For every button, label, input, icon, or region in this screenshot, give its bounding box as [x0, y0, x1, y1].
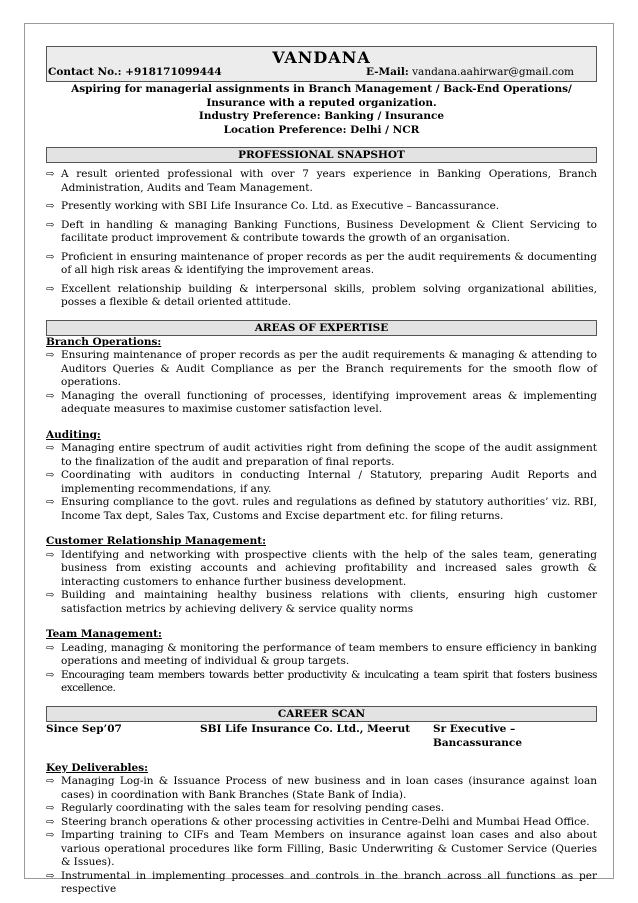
contact-number: +918171099444 [125, 66, 222, 78]
arrow-right-icon: ⇨ [46, 443, 55, 454]
list-item: ⇨ Managing Log-in & Issuance Process of new business and in loan cases (insurance against loan cases) in coordination with Bank Branches (State Bank of India). [46, 775, 597, 801]
arrow-right-icon: ⇨ [46, 283, 55, 295]
email-line [366, 66, 574, 78]
branch-operations-heading: Branch Operations: [46, 335, 162, 348]
auditing-list [46, 442, 597, 523]
arrow-right-icon: ⇨ [46, 219, 55, 231]
arrow-right-icon: ⇨ [46, 549, 55, 561]
header-box [46, 46, 597, 82]
list-item: ⇨ Ensuring compliance to the govt. rules and regulations as defined by statutory authorities’ viz. RBI, Income Tax dept, Sales Tax, Customs and Excise department etc. for filing returns. [46, 496, 597, 522]
career-row [46, 722, 597, 750]
auditing-heading: Auditing: [46, 428, 101, 441]
objective-text: Aspiring for managerial assignments in Branch Management / Back-End Operations/ Insurance with a reputed organization. [71, 83, 572, 109]
email-address[interactable]: vandana.aahirwar@gmail.com [412, 66, 574, 78]
arrow-right-icon: ⇨ [46, 201, 55, 212]
arrow-right-icon: ⇨ [46, 870, 55, 882]
arrow-right-icon: ⇨ [46, 470, 55, 481]
arrow-right-icon: ⇨ [46, 169, 55, 180]
list-item: ⇨ Ensuring maintenance of proper records as per the audit requirements & managing & attending to Auditors Queries & Audit Compliance as per the Branch requirements for the smooth flow of operations. [46, 349, 597, 388]
arrow-right-icon: ⇨ [46, 830, 55, 841]
list-item: ⇨ Leading, managing & monitoring the performance of team members to ensure efficiency in banking operations and meeting of individual & group targets. [46, 641, 597, 667]
list-item: ⇨ Identifying and networking with prospective clients with the help of the sales team, generating business from existing accounts and achieving profitability and increased sales growth & interacting customers to enhance further business development. [46, 548, 597, 588]
location-preference: Location Preference: Delhi / NCR [223, 123, 420, 136]
list-item: ⇨ Coordinating with auditors in conducting Internal / Statutory, preparing Audit Reports and implementing recommendations, if any. [46, 469, 597, 495]
arrow-right-icon: ⇨ [46, 803, 55, 814]
arrow-right-icon: ⇨ [46, 776, 55, 787]
list-item: ⇨ Imparting training to CIFs and Team Members on insurance against loan cases and also about various operational procedures like form Filling, Basic Underwriting & Customer Service (Queries & Issues). [46, 829, 597, 868]
team-management-heading: Team Management: [46, 628, 162, 640]
email-label: E-Mail: [365, 66, 409, 78]
career-role: Sr Executive – Bancassurance [433, 722, 523, 749]
arrow-right-icon: ⇨ [46, 816, 55, 828]
arrow-right-icon: ⇨ [46, 669, 54, 681]
list-item: ⇨ Deft in handling & managing Banking Functions, Business Development & Client Servicing to facilitate product improvement & contribute towards the growth of an organisation. [46, 218, 597, 244]
team-management-list [46, 642, 597, 696]
list-item: ⇨ Regularly coordinating with the sales team for resolving pending cases. [46, 802, 445, 814]
list-item: ⇨ Presently working with SBI Life Insurance Co. Ltd. as Executive – Bancassurance. [46, 200, 500, 212]
list-item: ⇨ Building and maintaining healthy business relations with clients, ensuring high customer satisfaction metrics by achieving delivery & service quality norms [46, 589, 597, 615]
arrow-right-icon: ⇨ [46, 590, 55, 601]
arrow-right-icon: ⇨ [46, 497, 55, 508]
areas-of-expertise-heading: AREAS OF EXPERTISE [46, 320, 597, 336]
resume-content [46, 46, 597, 897]
deliverables-list [46, 775, 597, 897]
list-item: ⇨ Managing entire spectrum of audit activities right from defining the scope of the audit assignment to the finalization of the audit and preparation of final reports. [46, 442, 597, 468]
arrow-right-icon: ⇨ [46, 350, 55, 361]
arrow-right-icon: ⇨ [46, 642, 55, 654]
branch-operations-list [46, 349, 597, 417]
list-item: ⇨ Managing the overall functioning of processes, identifying improvement areas & implementing adequate measures to maximise customer satisfaction level. [46, 389, 597, 415]
contact-label: Contact No.: [48, 66, 122, 78]
crm-heading: Customer Relationship Management: [46, 535, 266, 547]
arrow-right-icon: ⇨ [46, 390, 55, 402]
professional-snapshot-heading: PROFESSIONAL SNAPSHOT [46, 147, 597, 163]
list-item: ⇨ Steering branch operations & other processing activities in Centre-Delhi and Mumbai Head Office. [46, 815, 590, 828]
career-company: SBI Life Insurance Co. Ltd., Meerut [200, 722, 411, 735]
list-item: ⇨ Proficient in ensuring maintenance of proper records as per the audit requirements & documenting of all high risk areas & identifying the improvement areas. [46, 250, 597, 276]
list-item: ⇨ Excellent relationship building & interpersonal skills, problem solving organizational abilities, posses a flexible & detail oriented attitude. [46, 282, 597, 308]
list-item: ⇨ Encouraging team members towards better productivity & inculcating a team spirit that fosters business excellence. [46, 668, 597, 694]
industry-preference: Industry Preference: Banking / Insurance [198, 110, 445, 122]
snapshot-list [46, 168, 597, 310]
career-since: Since Sep’07 [46, 722, 122, 735]
list-item: ⇨ Instrumental in implementing processes and controls in the branch across all functions as per respective [46, 869, 597, 895]
arrow-right-icon: ⇨ [46, 251, 55, 263]
key-deliverables-heading: Key Deliverables: [46, 761, 149, 774]
candidate-name: VANDANA [272, 48, 371, 67]
list-item: ⇨ A result oriented professional with over 7 years experience in Banking Operations, Branch Administration, Audits and Team Management. [46, 168, 597, 194]
crm-list [46, 549, 597, 617]
contact-line [48, 66, 222, 78]
career-scan-heading: CAREER SCAN [46, 706, 597, 722]
